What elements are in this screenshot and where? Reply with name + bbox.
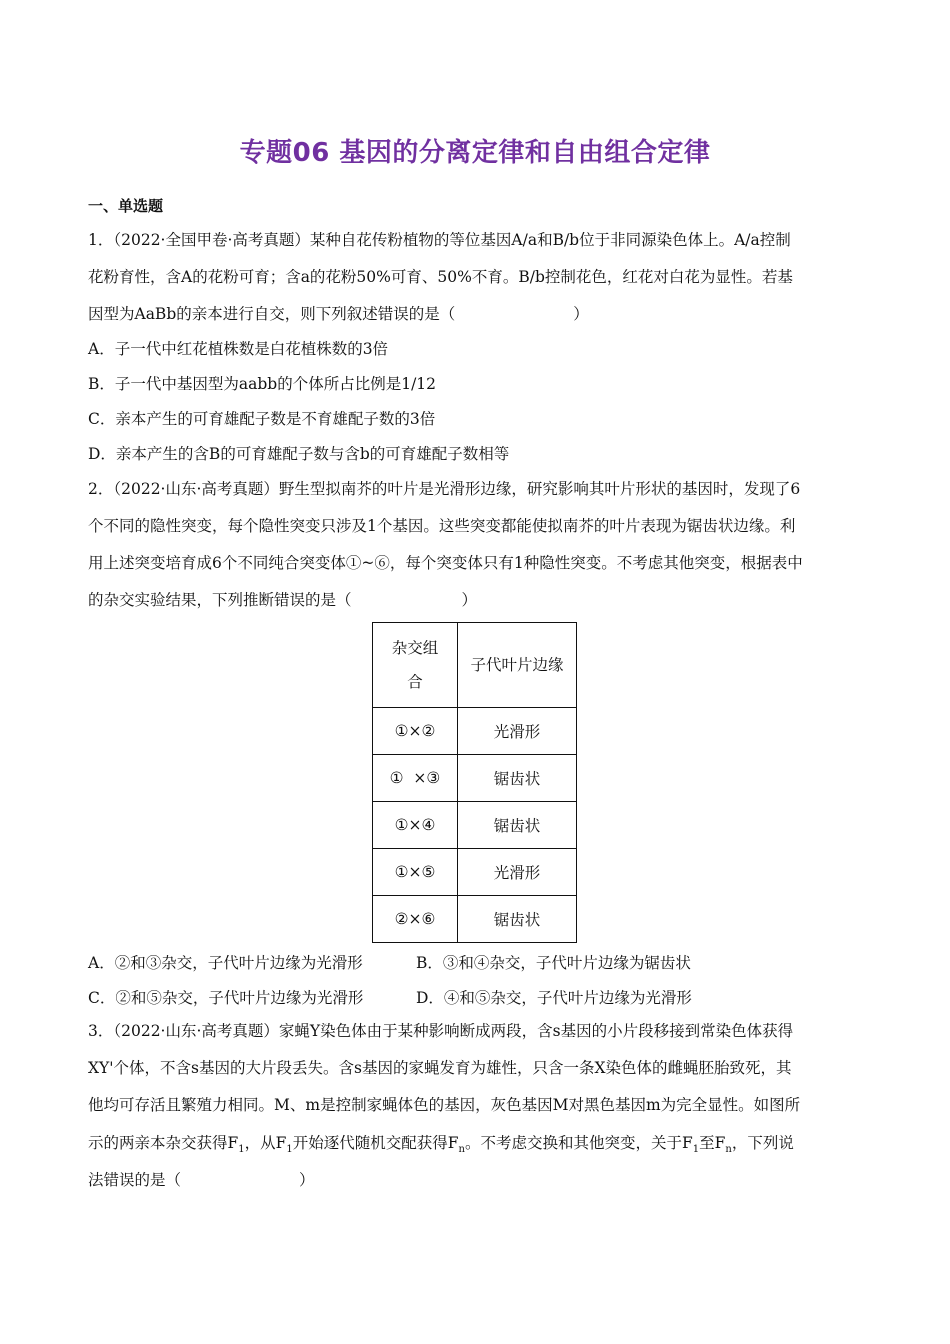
q1-line-2: 花粉育性，含A的花粉可育；含a的花粉50%可育、50%不育。B/b控制花色，红花对白花为显性。若基 [88,268,793,286]
q2-option-a: A．②和③杂交，子代叶片边缘为光滑形 [88,954,363,972]
table-cell-cross: ②×⑥ [373,896,458,943]
q2-options-row-1 [88,951,691,973]
subscript-1: 1 [238,1144,245,1156]
q3-line-3: 他均可存活且繁殖力相同。M、m是控制家蝇体色的基因，灰色基因M对黑色基因m为完全显性。如图所 [88,1096,801,1114]
q2-line-1: 2．（2022·山东·高考真题）野生型拟南芥的叶片是光滑形边缘，研究影响其叶片形状的基因时，发现了6 [88,480,801,498]
table-header-cross: 杂交组合 [373,623,458,708]
table-row [373,849,577,896]
q1-option-c: C．亲本产生的可育雄配子数是不育雄配子数的3倍 [88,410,436,428]
table-header-offspring: 子代叶片边缘 [458,623,577,708]
q3-stem-end: 法错误的是（ [88,1171,182,1189]
table-cell-cross: ① ×③ [373,755,458,802]
q3-close-paren: ） [299,1171,315,1189]
table-row [373,896,577,943]
page-title: 专题06 基因的分离定律和自由组合定律 [239,138,711,168]
q3-line-1: 3．（2022·山东·高考真题）家蝇Y染色体由于某种影响断成两段，含s基因的小片段移接到常染色体获得 [88,1022,794,1040]
q2-option-b: B．③和④杂交，子代叶片边缘为锯齿状 [416,954,691,972]
q3-line-5 [88,1170,868,1190]
table-row [373,755,577,802]
subscript-1: 1 [692,1144,700,1156]
q1-option-d: D．亲本产生的含B的可育雄配子数与含b的可育雄配子数相等 [88,445,510,463]
table-cell-cross: ①×⑤ [373,849,458,896]
q3-text: ，下列说 [731,1134,794,1152]
table-header-row [373,623,577,708]
table-cell-offspring: 锯齿状 [458,802,577,849]
table-cell-offspring: 锯齿状 [458,755,577,802]
subscript-1: 1 [286,1144,293,1156]
q1-option-a: A．子一代中红花植株数是白花植株数的3倍 [88,340,389,358]
q2-line-3: 用上述突变培育成6个不同纯合突变体①~⑥，每个突变体只有1种隐性突变。不考虑其他突变，根据表中 [88,554,803,572]
q2-option-d: D．④和⑤杂交，子代叶片边缘为光滑形 [416,989,692,1007]
q3-line-2: XY'个体，不含s基因的大片段丢失。含s基因的家蝇发育为雄性，只含一条X染色体的雌蝇胚胎致死，其 [88,1059,792,1077]
table-cell-offspring: 光滑形 [458,708,577,755]
table-cell-cross: ①×④ [373,802,458,849]
q2-stem-end: 的杂交实验结果，下列推断错误的是（ [88,591,352,609]
subscript-n: n [725,1144,732,1156]
subscript-n: n [458,1144,465,1156]
q2-option-c: C．②和⑤杂交，子代叶片边缘为光滑形 [88,989,364,1007]
cross-results-table [372,622,577,943]
section-heading: 一、单选题 [88,197,164,215]
table-row [373,802,577,849]
q3-text: 。不考虑交换和其他突变，关于F [465,1134,693,1152]
table-cell-offspring: 锯齿状 [458,896,577,943]
q3-text: 示的两亲本杂交获得F [88,1134,239,1152]
q2-options-row-2 [88,986,692,1008]
q3-text: ，从F [244,1134,287,1152]
q1-stem-end: 因型为AaBb的亲本进行自交，则下列叙述错误的是（ [88,305,456,323]
q2-close-paren: ） [461,591,478,609]
table-cell-cross: ①×② [373,708,458,755]
q1-line-3 [88,304,868,324]
table-cell-offspring: 光滑形 [458,849,577,896]
table-row [373,708,577,755]
q1-option-b: B．子一代中基因型为aabb的个体所占比例是1/12 [88,375,437,393]
q2-line-4 [88,590,868,610]
q3-line-4 [88,1133,868,1160]
q3-text: 至F [699,1134,726,1152]
q1-line-1: 1．（2022·全国甲卷·高考真题）某种自花传粉植物的等位基因A/a和B/b位于非同源染色体上。A/a控制 [88,231,791,249]
q2-line-2: 个不同的隐性突变，每个隐性突变只涉及1个基因。这些突变都能使拟南芥的叶片表现为锯齿状边缘。利 [88,517,796,535]
q1-close-paren: ） [573,305,589,323]
q3-text: 开始逐代随机交配获得F [292,1134,459,1152]
